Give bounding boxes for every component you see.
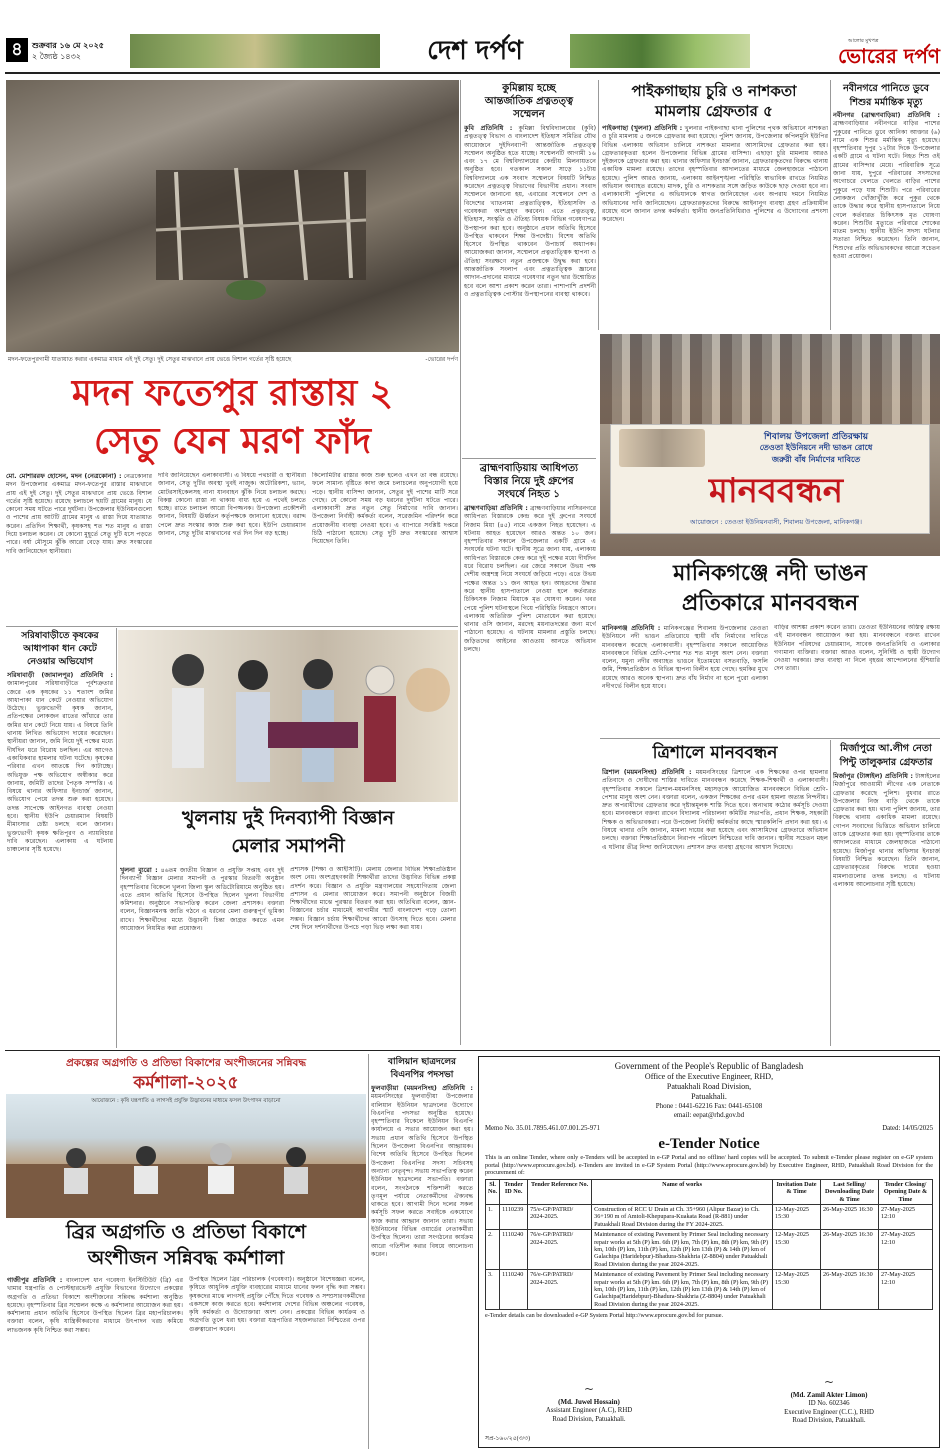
tender-gov-line1: Government of the People's Republic of Bangladesh — [614, 1061, 804, 1071]
brahmanbaria-byline: ব্রাহ্মণবাড়িয়া প্রতিনিধি : — [464, 504, 528, 512]
table-cell: 3. — [486, 1270, 500, 1310]
divider — [368, 1054, 369, 1449]
khulna-fair-headline-line2: মেলার সমাপনী — [231, 835, 345, 857]
lead-body-col1 — [6, 472, 152, 622]
table-cell: 26-May-2025 16:30 — [821, 1230, 879, 1270]
portrait-icons — [619, 429, 705, 467]
nabinagar-headline-line2: শিশুর মর্মান্তিক মৃত্যু — [849, 97, 923, 108]
crowd-silhouettes — [600, 334, 940, 424]
baliajuri-headline-line2: বিএনপির পদসভা — [390, 1070, 454, 1080]
issue-day-date: শুক্রবার ১৬ মে ২০২৫ — [32, 41, 104, 50]
signature-scribble-left: ~ — [583, 1382, 595, 1396]
tender-sign-right-title: Executive Engineer (C.C.), RHD — [784, 1408, 874, 1416]
table-cell: 2. — [486, 1230, 500, 1270]
bottom-rule — [5, 1050, 940, 1051]
divider — [462, 458, 596, 459]
baliajuri-headline-line1: বালিয়ান ছাত্রদলের — [388, 1057, 456, 1067]
table-cell: 12-May-2025 15:30 — [773, 1205, 821, 1230]
tender-intro: This is an online Tender, where only e-Tenders will be accepted in e-GP Portal and no offline/ hard copies will be accepted. To submit e-Tender please register on e-GP system portal (http://www.eprocure.gov.bd). e-Tenders are invited in e-GP System Portal (http://www.eprocure.gov.bd) by Executive Engineer, RHD, Patuakhali Road Division for the procurement of: — [485, 1154, 933, 1177]
lead-headline-line1: মদন ফতেপুর রাস্তায় ২ — [71, 373, 394, 414]
workshop-photo — [6, 1094, 366, 1218]
rally-banner-line2: তেওতা ইউনিয়নে নদী ভাঙন রোধে — [759, 443, 873, 452]
divider — [6, 626, 458, 627]
rally-banner-main: মানববন্ধন — [708, 471, 844, 511]
workshop-banner-main: কর্মশালা-২০২৫ — [133, 1073, 239, 1093]
table-cell: Maintenance of existing Pavement by Primer Seal including necessary repair works at 5th (P) km. 6th (P) km, 7th (P) km, 8th (P) km, 9th (P) km, 10th (P) km, 11th (P) km, 12th (P) km 13th (P) & 14th (P) km of Galachipa (Haridebpur)-Bhadura-Shakhria (Z-8804) under Patuakhali Road Division during the year 2024-2025. — [592, 1230, 773, 1270]
sariakandi-headline-line3: নেওয়ার অভিযোগ — [26, 657, 94, 667]
khulna-fair-body-col2: প্রশাসক (শিক্ষা ও আইসিটি)। মেলায় জেলার বিভিন্ন শিক্ষাপ্রতিষ্ঠান অংশ নেয়। অংশগ্রহণকারী শিক্ষার্থীরা তাদের উদ্ভাবিত বিভিন্ন প্রকল্প প্রদর্শন করে। বিজ্ঞান ও প্রযুক্তি মন্ত্রণালয়ের সহযোগিতায় জেলা প্রশাসন এ মেলার আয়োজন করে। সমাপনী অনুষ্ঠানে বিজয়ী শিক্ষার্থীদের মাঝে পুরস্কার বিতরণ করা হয়। অতিথিরা বলেন, জ্ঞান-বিজ্ঞানের চর্চার মাধ্যমেই আগামীর স্মার্ট বাংলাদেশ গড়ে তোলা সম্ভব। বিজ্ঞান চর্চায় শিক্ষার্থীদের আরো উৎসাহ দিতে হবে। মেলার শেষ দিনে দর্শনার্থীদের উপচে পড়া ভিড় লক্ষ্য করা যায়। — [290, 866, 456, 932]
sariakandi-text: জামালপুরের সরিষাবাড়ীতে পূর্বশত্রুতার জেরে এক কৃষকের ১১ শতাংশ জমির আধাপাকা ধান কেটে নেওয়ার অভিযোগ উঠেছে। ভুক্তভোগী কৃষক জানান, প্রতিপক্ষের লোকজন রাতের আঁধারে তার জমির ধান কেটে নিয়ে যায়। এ বিষয়ে তিনি থানায় লিখিত অভিযোগ দায়ের করেছেন। স্থানীয়রা জানান, জমি নিয়ে দুই পক্ষের মধ্যে দীর্ঘদিন ধরে বিরোধ চলছিল। এর আগেও একাধিকবার হামলার ঘটনা ঘটেছে। কৃষকের পরিবার এখন আতঙ্কে দিন কাটাচ্ছে। অভিযুক্ত পক্ষ অভিযোগ অস্বীকার করে জানায়, জমিটি তাদের পৈতৃক সম্পত্তি। এ বিষয়ে থানার অফিসার ইনচার্জ জানান, অভিযোগ পেয়ে তদন্ত শুরু করা হয়েছে। তদন্ত সাপেক্ষে আইনগত ব্যবস্থা নেওয়া হবে। স্থানীয় ইউপি চেয়ারম্যান বিষয়টি মীমাংসার চেষ্টা চলছে বলে জানান। ভুক্তভোগী কৃষক ক্ষতিপূরণ ও ন্যায়বিচার দাবি করেছেন। এলাকায় এ ঘটনায় চাঞ্চল্যের সৃষ্টি হয়েছে। — [7, 680, 113, 854]
nabinagar-headline-line1: নবীনগরে পানিতে ডুবে — [843, 83, 929, 94]
section-title: দেশ দর্পণ — [427, 36, 523, 66]
lead-headline-line2: সেতু যেন মরণ ফাঁদ — [93, 421, 372, 462]
masthead — [0, 0, 945, 78]
divider — [600, 738, 940, 739]
table-cell: 1110240 — [500, 1270, 528, 1310]
kumilla-body — [464, 124, 596, 454]
tender-phone: Phone : 0441-62216 Fax: 0441-65108 — [655, 1102, 763, 1110]
tender-table-header — [486, 1179, 933, 1204]
trishal-headline: ত্রিশালে মানববন্ধন — [652, 743, 778, 763]
tender-download-note: e-Tender details can be downloaded e-GP System Portal http://www.eprocure.gov.bd for pursue. — [485, 1312, 724, 1320]
trishal-text: ময়মনসিংহের ত্রিশালে এক শিক্ষকের ওপর হামলার প্রতিবাদে ও দোষীদের শাস্তির দাবিতে মানববন্ধন করেছে শিক্ষক-শিক্ষার্থী ও এলাকাবাসী। বৃহস্পতিবার সকালে ত্রিশাল-ময়মনসিংহ মহাসড়কে আয়োজিত মানববন্ধনে বিভিন্ন শ্রেণি-পেশার মানুষ অংশ নেন। বক্তারা বলেন, একজন শিক্ষকের ওপর এমন হামলা অত্যন্ত নিন্দনীয়। দ্রুত অপরাধীদের গ্রেফতার করে দৃষ্টান্তমূলক শাস্তি দিতে হবে। অন্যথায় কঠোর কর্মসূচি দেওয়া হবে। মানববন্ধনে বক্তব্য রাখেন বিদ্যালয় পরিচালনা কমিটির সভাপতি, প্রধান শিক্ষক, সহকারী শিক্ষক ও অভিভাবকরা। পরে উপজেলা নির্বাহী কর্মকর্তার কাছে স্মারকলিপি প্রদান করা হয়। এ বিষয়ে থানার ওসি জানান, মামলা দায়ের করা হয়েছে এবং আসামিদের গ্রেফতারে অভিযান চলছে। বক্তারা শিক্ষাপ্রতিষ্ঠানে নিরাপদ পরিবেশ নিশ্চিতের দাবি জানান। স্থানীয় সচেতন মহল এ ঘটনার তীব্র নিন্দা জানিয়েছেন। প্রশাসন দ্রুত ব্যবস্থা গ্রহণের আশ্বাস দিয়েছে। — [602, 769, 828, 851]
table-cell: 27-May-2025 12:10 — [879, 1230, 933, 1270]
bri-headline-line2: অংশীজন সন্নিবদ্ধ কর্মশালা — [87, 1247, 285, 1269]
tender-col-sl: Sl. No. — [486, 1179, 500, 1204]
tender-title: e-Tender Notice — [658, 1136, 760, 1152]
bridge-illustration — [6, 80, 459, 352]
manikganj-headline-line1: মানিকগঞ্জে নদী ভাঙন — [673, 561, 867, 586]
tender-sign-left-title: Assistant Engineer (A.C), RHD — [545, 1407, 633, 1414]
nabinagar-byline: নবীনগর (ব্রাহ্মণবাড়িয়া) প্রতিনিধি : — [833, 111, 940, 119]
tender-memo-row — [485, 1124, 933, 1134]
lead-photo-caption: মদন-ফতেপুরগামী যাতায়াত করার একমাত্র মাধ্যম এই দুই সেতু। দুই সেতুর মাঝখানে প্রায় ভেঙে বিশাল গর্তের সৃষ্টি হয়েছে — [8, 356, 292, 363]
tender-dated: Dated: 14/05/2025 — [882, 1125, 933, 1132]
manikganj-headline-line2: প্রতিকারে মানববন্ধন — [681, 591, 859, 616]
table-cell: 75/e-GP/PATRD/ 2024-2025. — [528, 1205, 592, 1230]
divider — [116, 628, 117, 1048]
bri-headline-line1: ব্রির অগ্রগতি ও প্রতিভা বিকাশে — [66, 1221, 306, 1243]
manikganj-text-col1: মানিকগঞ্জের শিবালয় উপজেলার তেওতা ইউনিয়নে নদী ভাঙন প্রতিরোধে স্থায়ী বাঁধ নির্মাণের দাবিতে মানববন্ধন করেছে এলাকাবাসী। বৃহস্পতিবার সকালে আয়োজিত মানববন্ধনে বিভিন্ন শ্রেণি-পেশার শত শত মানুষ অংশ নেন। বক্তারা বলেন, যমুনা নদীর অব্যাহত ভাঙনে ইতোমধ্যে বসতবাড়ি, ফসলি জমি, শিক্ষাপ্রতিষ্ঠান ও বিভিন্ন স্থাপনা বিলীন হয়ে গেছে। হুমকির মুখে রয়েছে আরও অনেক স্থাপনা। দ্রুত বাঁধ নির্মাণ না হলে পুরো এলাকা নদীগর্ভে বিলীন হয়ে যাবে। — [602, 625, 768, 691]
table-cell: 76/e-GP/PATRD/ 2024-2025. — [528, 1230, 592, 1270]
bri-byline: গাজীপুর প্রতিনিধি : — [7, 1276, 63, 1284]
bri-text-col1: বাংলাদেশ ধান গবেষণা ইনস্টিটিউট (ব্রি) এর খামার যন্ত্রপাতি ও পোস্টহারভেস্ট প্রযুক্তি বিভাগের উদ্যোগে প্রকল্পের অগ্রগতি ও প্রতিভা বিকাশে অংশীজনের সন্নিবদ্ধ কর্মশালা অনুষ্ঠিত হয়েছে। বৃহস্পতিবার ব্রির সম্মেলন কক্ষে এ কর্মশালার আয়োজন করা হয়। কর্মশালায় প্রধান অতিথি হিসেবে উপস্থিত ছিলেন ব্রির মহাপরিচালক। বক্তারা বলেন, কৃষি যান্ত্রিকীকরণের মাধ্যমে উৎপাদন খরচ কমিয়ে লাভজনক কৃষি নিশ্চিত করা সম্ভব। — [7, 1277, 183, 1334]
tender-sign-right-office: Road Division, Patuakhali. — [792, 1417, 866, 1424]
tender-sign-left-name: (Md. Juwel Hossain) — [558, 1398, 620, 1406]
lead-byline: মো. মোশাররফ হোসেন, মদন (নেত্রকোনা) : — [6, 472, 122, 480]
brahmanbaria-headline-line1: ব্রাহ্মণবাড়িয়ায় আধিপত্য — [479, 463, 579, 474]
table-row — [486, 1270, 933, 1310]
brahmanbaria-headline-line3: সংঘর্ষে নিহত ১ — [498, 489, 560, 500]
tender-memo: Memo No. 35.01.7895.461.07.001.25-971 — [485, 1125, 600, 1132]
tender-signature-left — [499, 1382, 679, 1424]
workshop-banner-title: প্রকল্পের অগ্রগতি ও প্রতিভা বিকাশের অংশীজনের সন্নিবদ্ধ — [65, 1057, 307, 1069]
mirzapur-text: টাঙ্গাইলের মির্জাপুরে আওয়ামী লীগের এক নেতাকে গ্রেফতার করেছে পুলিশ। বুধবার রাতে উপজেলার নিজ বাড়ি থেকে তাকে গ্রেফতার করা হয়। থানা পুলিশ জানায়, তার বিরুদ্ধে থানায় একাধিক মামলা রয়েছে। গোপন সংবাদের ভিত্তিতে অভিযান চালিয়ে তাকে গ্রেফতার করা হয়। বৃহস্পতিবার তাকে আদালতের মাধ্যমে জেলহাজতে পাঠানো হয়েছে। মির্জাপুর থানার অফিসার ইনচার্জ বিষয়টি নিশ্চিত করেছেন। তিনি জানান, গ্রেফতারকৃতের বিরুদ্ধে দায়ের হওয়া মামলাগুলোর তদন্ত চলছে। এ ঘটনায় এলাকায় আলোচনার সৃষ্টি হয়েছে। — [833, 773, 940, 888]
rally-banner — [610, 424, 930, 534]
signature-scribble-right: ~ — [823, 1375, 835, 1389]
paikgacha-body — [602, 124, 828, 330]
masthead-rule — [5, 72, 940, 74]
tender-email: email: eepat@rhd.gov.bd — [673, 1111, 745, 1119]
tender-sign-left-office: Road Division, Patuakhali. — [552, 1415, 626, 1423]
tender-gov-line3: Patuakhali Road Division, — [666, 1082, 752, 1091]
trishal-body — [602, 768, 828, 1046]
tender-col-closing: Tender Closing/ Opening Date & Time — [879, 1179, 933, 1204]
tender-col-id: Tender ID No. — [500, 1179, 528, 1204]
masthead-image-strip-right — [570, 34, 750, 68]
table-cell: 76/e-GP/PATRD/ 2024-2025. — [528, 1270, 592, 1310]
workshop-illustration — [6, 1094, 366, 1218]
mirzapur-body — [833, 772, 940, 1046]
table-cell: 27-May-2025 12:10 — [879, 1270, 933, 1310]
mirzapur-headline-line1: মির্জাপুরে আ.লীগ নেতা — [840, 743, 932, 754]
khulna-fair-byline: খুলনা ব্যুরো : — [120, 866, 158, 874]
mirzapur-byline: মির্জাপুর (টাঙ্গাইল) প্রতিনিধি : — [833, 772, 913, 780]
tender-col-last-selling: Last Selling/ Downloading Date & Time — [821, 1179, 879, 1204]
tender-gov-line4: Patuakhali. — [691, 1092, 727, 1101]
kumilla-byline: কুবি প্রতিনিধি : — [464, 124, 513, 132]
khulna-fair-headline-line1: খুলনায় দুই দিনব্যাপী বিজ্ঞান — [181, 807, 395, 829]
kumilla-headline-line3: সম্মেলন — [513, 109, 545, 120]
table-cell: 12-May-2025 15:30 — [773, 1230, 821, 1270]
science-fair-photo — [118, 630, 458, 802]
tender-gov-line2: Office of the Executive Engineer, RHD, — [644, 1072, 774, 1081]
table-row — [486, 1205, 933, 1230]
nabinagar-text: ব্রাহ্মণবাড়িয়ার নবীনগরে বাড়ির পাশের পুকুরের পানিতে ডুবে আনিকা আক্তার (৬) নামে এক শিশুর মর্মান্তিক মৃত্যু হয়েছে। বৃহস্পতিবার দুপুর ১২টার দিকে উপজেলার একটি গ্রামে এ ঘটনা ঘটে। নিহত শিশু ওই গ্রামের বাসিন্দার মেয়ে। পারিবারিক সূত্রে জানা যায়, দুপুরে পরিবারের সদস্যদের অগোচরে খেলতে খেলতে বাড়ির পাশের পুকুরে পড়ে যায় শিশুটি। পরে পরিবারের লোকজন খোঁজাখুঁজি করে পুকুর থেকে তাকে উদ্ধার করে স্থানীয় হাসপাতালে নিয়ে গেলে কর্তব্যরত চিকিৎসক মৃত ঘোষণা করেন। শিশুটির মৃত্যুতে পরিবারে শোকের মাতম চলছে। স্থানীয় ইউপি সদস্য ঘটনার সত্যতা নিশ্চিত করেছেন। তিনি জানান, শিশুদের প্রতি অভিভাবকদের আরো সচেতন হওয়া প্রয়োজন। — [833, 120, 940, 261]
page-number: ৪ — [6, 38, 28, 62]
table-cell: 26-May-2025 16:30 — [821, 1205, 879, 1230]
paikgacha-headline-line1: পাইকগাছায় চুরি ও নাশকতা — [631, 82, 797, 100]
lead-text-col1: নেত্রকোনার মদন উপজেলার একমাত্র মদন-ফতেপুর রাস্তার মাঝখানে প্রায় এই দুই সেতু। দুই সেতুর মাঝখানে প্রায় ভেঙে বিশাল গর্তের সৃষ্টি হয়েছে। রয়েছে চলাচলে ছয়টি গ্রামের মানুষ। যে কোনো সময় ঘটতে পারে দুর্ঘটনা। উপজেলার ইউনিয়নগুলো ও পাশের প্রায় আটটি গ্রামের মানুষ এ রাস্তা দিয়ে যাতায়াত করেন। প্রতিদিন শিক্ষার্থী, কৃষকসহ শত শত মানুষ এ রাস্তা দিয়ে চলাচল করেন। যে কোনো মুহূর্তে সেতু দুটি ধসে পড়তে পারে। বর্ষা মৌসুমে ঝুঁকি আরো বেড়ে যায়। দ্রুত সংস্কারের দাবি জানিয়েছেন স্থানীয়রা। — [6, 473, 152, 555]
paikgacha-headline-line2: মামলায় গ্রেফতার ৫ — [655, 102, 773, 120]
baliajuri-text: ময়মনসিংহের ফুলবাড়ীয়া উপজেলার বালিয়ান ইউনিয়ন ছাত্রদলের উদ্যোগে বিএনপির পদসভা অনুষ্ঠিত হয়েছে। বৃহস্পতিবার বিকেলে ইউনিয়ন বিএনপি কার্যালয়ে এ সভার আয়োজন করা হয়। সভায় প্রধান অতিথি হিসেবে উপস্থিত ছিলেন উপজেলা বিএনপির আহ্বায়ক। বিশেষ অতিথি হিসেবে উপস্থিত ছিলেন উপজেলা বিএনপির সদস্য সচিবসহ অন্যান্য নেতৃবৃন্দ। সভায় সভাপতিত্ব করেন ইউনিয়ন ছাত্রদলের সভাপতি। বক্তারা বলেন, সংগঠনকে শক্তিশালী করতে তৃণমূল পর্যায়ে নেতাকর্মীদের ঐক্যবদ্ধ থাকতে হবে। আগামী দিনে দলের সকল কর্মসূচি সফল করতে সবাইকে একযোগে কাজ করার আহ্বান জানান তারা। সভায় ইউনিয়নের বিভিন্ন ওয়ার্ডের নেতাকর্মীরা উপস্থিত ছিলেন। তারা সংগঠনের কার্যক্রম আরো গতিশীল করার বিষয়ে আলোচনা করেন। — [371, 1093, 473, 1258]
kumilla-headline-line1: কুমিল্লায় হচ্ছে — [502, 83, 556, 94]
mirzapur-headline-line2: পিন্টু তালুকদার গ্রেফতার — [839, 757, 933, 768]
rally-banner-footer: আয়োজনে : তেওতা ইউনিয়নবাসী, শিবালয় উপজেলা, মানিকগঞ্জ। — [690, 518, 862, 526]
award-ceremony-illustration — [118, 630, 458, 802]
masthead-image-strip-left — [130, 34, 380, 68]
khulna-fair-body-col1 — [120, 866, 284, 1046]
tender-sign-right-id: ID No. 602346 — [808, 1400, 850, 1407]
tender-footer-code: সপ্র-১৬০/২৫(৩/৩) — [485, 1436, 531, 1442]
sariakandi-byline: সরিষাবাড়ী (জামালপুর) প্রতিনিধি : — [7, 671, 113, 679]
table-cell: Construction of RCC U Drain at Ch. 35+960 (Alipur Bazar) to Ch. 36+190 m of Amtoli-Khepupara-Kuakata Road (R-881) under Patuakhali Road Division during the FY 2024-2025. — [592, 1205, 773, 1230]
paikgacha-text: খুলনার পাইকগাছা থানা পুলিশের পৃথক অভিযানে নাশকতা ও চুরি মামলায় ৫ জনকে গ্রেফতার করা হয়েছে। পুলিশ জানায়, উপজেলার কপিলমুনি ইউপির বিভিন্ন এলাকায় অভিযান চালিয়ে নাশকতা মামলার আসামিদের গ্রেফতার করা হয়। গ্রেফতারকৃতরা হলেন উপজেলার বিভিন্ন গ্রামের বাসিন্দা। এছাড়া চুরি মামলায় আরও দুইজনকে গ্রেফতার করা হয়। থানার অফিসার ইনচার্জ জানান, গ্রেফতারকৃতদের বিরুদ্ধে থানায় একাধিক মামলা রয়েছে। তাদের বৃহস্পতিবার আদালতের মাধ্যমে জেলহাজতে পাঠানো হয়েছে। পুলিশ আরও জানায়, এলাকায় আইনশৃঙ্খলা পরিস্থিতি স্বাভাবিক রাখতে নিয়মিত অভিযান অব্যাহত রয়েছে। মাদক, চুরি ও নাশকতার সঙ্গে জড়িত কাউকে ছাড় দেওয়া হবে না। এলাকাবাসী পুলিশের এ অভিযানকে স্বাগত জানিয়েছেন এবং অপরাধ দমনে নিয়মিত অভিযানের দাবি জানিয়েছেন। গ্রেফতারকৃতদের বিরুদ্ধে আইনানুগ ব্যবস্থা গ্রহণ প্রক্রিয়াধীন রয়েছে বলে জানান তদন্ত কর্মকর্তা। স্থানীয় জনপ্রতিনিধিরাও পুলিশের এ উদ্যোগের প্রশংসা করেছেন। — [602, 125, 828, 224]
table-cell: 26-May-2025 16:30 — [821, 1270, 879, 1310]
rally-banner-line3: জরুরী বাঁধ নির্মাণের দাবিতে — [771, 455, 861, 464]
baliajuri-body — [371, 1084, 473, 1448]
table-cell: 27-May-2025 12:10 — [879, 1205, 933, 1230]
tender-col-invitation: Invitation Date & Time — [773, 1179, 821, 1204]
table-cell: 1110239 — [500, 1205, 528, 1230]
bri-body-col1 — [7, 1276, 183, 1448]
tender-col-ref: Tender Reference No. — [528, 1179, 592, 1204]
sariakandi-headline-line1: সরিষাবাড়ীতে কৃষকের — [21, 631, 99, 641]
paper-name-logo: ভোরের দর্পণ — [838, 44, 940, 68]
sariakandi-body — [7, 671, 113, 1049]
lead-body-col2: দাবি জানিয়েছেন এলাকাবাসী। এ বিষয়ে পথচারী ও স্থানীয়রা জানান, সেতু দুটির অবস্থা খুবই নাজুক। অটোরিকশা, ভ্যান, মোটরসাইকেলসহ নানা যানবাহন ঝুঁকি নিয়ে চলাচল করছে। বিকল্প কোনো রাস্তা না থাকায় বাধ্য হয়ে এ পথেই চলতে হচ্ছে। রাতে চলাচল আরো বিপজ্জনক। উপজেলা প্রকৌশলী জানান, বিষয়টি ঊর্ধ্বতন কর্তৃপক্ষকে জানানো হয়েছে। বরাদ্দ পেলে দ্রুত সংস্কার কাজ শুরু করা হবে। ইউপি চেয়ারম্যান জানান, সেতু দুটির মাঝখানের গর্ত দিন দিন বড় হচ্ছে। — [158, 472, 306, 538]
workshop-banner-sub: আয়োজনে : কৃষি যন্ত্রপাতি ও লাগসই প্রযুক্তি উদ্ভাবনের মাধ্যমে ফসল উৎপাদন বাড়ানো — [91, 1098, 281, 1104]
nabinagar-body — [833, 111, 940, 330]
baliajuri-byline: ফুলবাড়ীয়া (ময়মনসিংহ) প্রতিনিধি : — [371, 1084, 473, 1092]
brahmanbaria-text: ব্রাহ্মণবাড়িয়ার নাসিরনগরে আধিপত্য বিস্তারকে কেন্দ্র করে দুই গ্রুপের সংঘর্ষে নিজাম মিয়া (৪৫) নামে একজন নিহত হয়েছেন। এ ঘটনায় আহত হয়েছেন আরও অন্তত ১০ জন। বৃহস্পতিবার সকালে উপজেলার একটি গ্রামে এ সংঘর্ষের ঘটনা ঘটে। স্থানীয় সূত্রে জানা যায়, এলাকায় আধিপত্য বিস্তারকে কেন্দ্র করে দুই পক্ষের মধ্যে দীর্ঘদিন ধরে বিরোধ চলছিল। এর জেরে সকালে উভয় পক্ষ দেশীয় অস্ত্রশস্ত্র নিয়ে সংঘর্ষে জড়িয়ে পড়ে। এতে উভয় পক্ষের অন্তত ১১ জন আহত হন। আহতদের উদ্ধার করে স্থানীয় হাসপাতালে নেওয়া হলে কর্তব্যরত চিকিৎসক নিজাম মিয়াকে মৃত ঘোষণা করেন। খবর পেয়ে পুলিশ ঘটনাস্থলে গিয়ে পরিস্থিতি নিয়ন্ত্রণে আনে। এলাকায় অতিরিক্ত পুলিশ মোতায়েন করা হয়েছে। থানার ওসি জানান, মরদেহ ময়নাতদন্তের জন্য মর্গে পাঠানো হয়েছে। এ ঘটনায় মামলার প্রস্তুতি চলছে। জড়িতদের আইনের আওতায় আনতে অভিযান চলছে। — [464, 505, 596, 654]
bri-body-col2: উপস্থিত ছিলেন ব্রির পরিচালক (গবেষণা)। অনুষ্ঠানে বিশেষজ্ঞরা বলেন, কৃষিতে আধুনিক প্রযুক্তি ব্যবহারের মাধ্যমে ধানের ফলন বৃদ্ধি করা সম্ভব। কৃষকদের মাঝে লাগসই প্রযুক্তি পৌঁছে দিতে গবেষক ও সম্প্রসারণকর্মীদের একসঙ্গে কাজ করতে হবে। কর্মশালায় দেশের বিভিন্ন অঞ্চলের গবেষক, কৃষি কর্মকর্তা ও উদ্যোক্তারা অংশ নেন। প্রকল্পের বিভিন্ন কার্যক্রম ও অগ্রগতি তুলে ধরা হয়। বক্তারা যন্ত্রপাতির সহজলভ্যতা নিশ্চিতের ওপর গুরুত্বারোপ করেন। — [189, 1276, 365, 1333]
tender-table — [485, 1179, 933, 1311]
sariakandi-headline-line2: আধাপাকা ধান কেটে — [23, 644, 97, 654]
table-cell: 12-May-2025 15:30 — [773, 1270, 821, 1310]
tender-notice-box — [478, 1056, 940, 1448]
tender-col-works: Name of works — [592, 1179, 773, 1204]
lead-body-col3: কিলোমিটার রাস্তার কাজ শুরু হলেও এখন তা বন্ধ রয়েছে। ফলে সামান্য বৃষ্টিতে কাদা জমে চলাচলের অনুপযোগী হয়ে পড়ে। স্থানীয় বাসিন্দা জানান, সেতুর দুই পাশের মাটি সরে গেছে। যে কোনো সময় বড় ধরনের দুর্ঘটনা ঘটতে পারে। এলাকাবাসী দ্রুত নতুন সেতু নির্মাণের দাবি জানান। উপজেলা নির্বাহী কর্মকর্তা বলেন, সরেজমিন পরিদর্শন করে প্রয়োজনীয় ব্যবস্থা নেওয়া হবে। এ ব্যাপারে সংশ্লিষ্ট দপ্তরে চিঠি পাঠানো হয়েছে। সেতু দুটি দ্রুত সংস্কারের আশ্বাস দিয়েছেন তিনি। — [312, 472, 458, 546]
kumilla-text: কুমিল্লা বিশ্ববিদ্যালয়ের (কুবি) প্রত্নতত্ত্ব বিভাগ ও বাংলাদেশ ইতিহাস সমিতির যৌথ আয়োজনে দুইদিনব্যাপী আন্তর্জাতিক প্রত্নতত্ত্ব সম্মেলন অনুষ্ঠিত হতে যাচ্ছে। সম্মেলনটি আগামী ১৬ এবং ১৭ মে বিশ্ববিদ্যালয়ের কেন্দ্রীয় মিলনায়তনে অনুষ্ঠিত হবে। গতকাল সকাল সাড়ে ১১টায় বিশ্ববিদ্যালয়ে এক সংবাদ সম্মেলনে বিষয়টি নিশ্চিত করেছেন প্রত্নতত্ত্ব বিভাগের বিভাগীয় প্রধান। সংবাদ সম্মেলনে জানানো হয়, এবারের সম্মেলনে দেশ ও বিদেশের খ্যাতনামা প্রত্নতাত্ত্বিক, ইতিহাসবিদ ও গবেষকরা অংশগ্রহণ করবেন। এতে প্রত্নতত্ত্ব, ইতিহাস, সংস্কৃতি ও ঐতিহ্য বিষয়ক বিভিন্ন গবেষণাপত্র উপস্থাপন করা হবে। অনুষ্ঠানে প্রধান অতিথি হিসেবে উপস্থিত থাকবেন শিক্ষা উপদেষ্টা। বিশেষ অতিথি হিসেবে উপস্থিত থাকবেন উপাচার্য অধ্যাপক। আয়োজকরা জানান, সম্মেলনে প্রত্নতাত্ত্বিক স্থাপনা ও ঐতিহ্য সংরক্ষণে নতুন প্রজন্মকে উদ্বুদ্ধ করা হবে। আন্তর্জাতিক সংলাপ এবং প্রত্নতাত্ত্বিক জ্ঞানের আদান-প্রদানের মাধ্যমে গবেষণার নতুন দ্বার উন্মোচিত হবে বলে আশা প্রকাশ করেন তারা। পাশাপাশি প্রদর্শনী ও প্রত্নতাত্ত্বিক পোস্টার উপস্থাপনের ব্যবস্থা থাকবে। — [464, 125, 596, 298]
divider — [598, 80, 599, 330]
rally-photo — [600, 334, 940, 556]
lead-photo-credit: -ভোরের দর্পণ — [425, 356, 458, 363]
trishal-byline: ত্রিশাল (ময়মনসিংহ) প্রতিনিধি : — [602, 768, 692, 776]
brahmanbaria-headline-line2: বিস্তার নিয়ে দুই গ্রুপের — [484, 476, 574, 487]
divider — [460, 80, 461, 1045]
kumilla-headline-line2: আন্তর্জাতিক প্রত্নতত্ত্ব — [484, 96, 574, 107]
brahmanbaria-body — [464, 504, 596, 1044]
table-cell: Maintenance of existing Pavement by Primer Seal including necessary repair works at 5th (P) km. 6th (P) km, 7th (P) km, 8th (P) km, 9th (P) km, 10th (P) km, 11th (P) km, 12th (P) km 13th (P) & 14th (P) km of Galachipa(Haridebpur)-Bhadura-Shakhria (Z-8804) under Patuakhali Road Division during the year 2024-2025. — [592, 1270, 773, 1310]
tender-signature-right — [729, 1375, 929, 1426]
lead-photo-bridge — [6, 80, 459, 352]
paper-tagline: আলোর মুখপত্র — [848, 38, 879, 44]
divider — [830, 80, 831, 330]
table-cell: 1110240 — [500, 1230, 528, 1270]
table-row — [486, 1230, 933, 1270]
paikgacha-byline: পাইকগাছা (খুলনা) প্রতিনিধি : — [602, 124, 683, 132]
manikganj-byline: মানিকগঞ্জ প্রতিনিধি : — [602, 624, 661, 632]
rally-banner-line1: শিবালয় উপজেলা প্রতিরক্ষায় — [763, 432, 869, 442]
divider — [830, 740, 831, 1046]
tender-sign-right-name: (Md. Zamil Akter Limon) — [790, 1391, 868, 1399]
manikganj-body-col1 — [602, 624, 768, 734]
issue-bn-date: ২ জ্যৈষ্ঠ ১৪৩২ — [32, 52, 81, 61]
manikganj-body-col2: বাড়ির আশঙ্কা প্রকাশ করেন তারা। তেওতা ইউনিয়নের অস্তিত্ব রক্ষায় এই মানববন্ধন আয়োজন করা হয়। মানববন্ধনে বক্তব্য রাখেন ইউনিয়ন পরিষদের চেয়ারম্যান, সাবেক জনপ্রতিনিধি ও এলাকার গণ্যমান্য ব্যক্তিরা। বক্তারা আরও বলেন, সুনির্দিষ্ট ও স্থায়ী উদ্যোগ নেওয়া দরকার। দ্রুত ব্যবস্থা না নিলে বৃহত্তর আন্দোলনের হুঁশিয়ারি দেন তারা। — [774, 624, 940, 673]
khulna-fair-text-col1: ৪৬তম জাতীয় বিজ্ঞান ও প্রযুক্তি সপ্তাহ এবং দুই দিনব্যাপী বিজ্ঞান মেলার সমাপনী ও পুরস্কার বিতরণী অনুষ্ঠান বৃহস্পতিবার বিকেলে খুলনা জিলা স্কুল অডিটোরিয়ামে অনুষ্ঠিত হয়। এতে প্রধান অতিথি হিসেবে উপস্থিত ছিলেন খুলনা বিভাগীয় কমিশনার। অনুষ্ঠানে সভাপতিত্ব করেন জেলা প্রশাসক। বক্তারা বলেন, বিজ্ঞানমনস্ক জাতি গঠনে এ ধরনের মেলা গুরুত্বপূর্ণ ভূমিকা রাখে। শিক্ষার্থীদের মধ্যে উদ্ভাবনী চিন্তা জাগ্রত করতে এমন আয়োজন নিয়মিত করা প্রয়োজন। — [120, 867, 284, 933]
table-cell: 1. — [486, 1205, 500, 1230]
